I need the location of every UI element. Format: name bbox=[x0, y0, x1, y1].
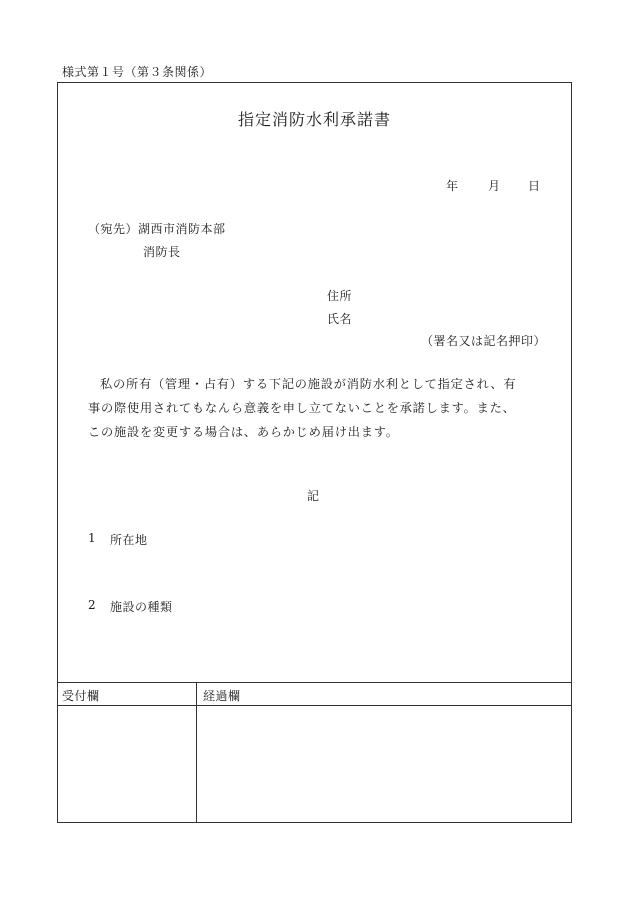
item-2-number: 2 bbox=[88, 598, 97, 612]
date-day-label: 日 bbox=[528, 179, 541, 193]
consent-paragraph bbox=[88, 372, 550, 444]
reception-cell[interactable] bbox=[58, 706, 195, 822]
address-label: 住所 bbox=[327, 289, 353, 303]
item-1-number: 1 bbox=[88, 531, 97, 545]
addressee-line-1: （宛先）湖西市消防本部 bbox=[88, 222, 226, 236]
record-heading: 記 bbox=[307, 489, 320, 503]
progress-column-header: 経過欄 bbox=[203, 689, 241, 703]
form-number-label: 様式第１号（第３条関係） bbox=[62, 65, 213, 79]
date-year-label: 年 bbox=[446, 179, 459, 193]
document-title: 指定消防水利承諾書 bbox=[237, 110, 391, 129]
reception-column-header: 受付欄 bbox=[62, 689, 100, 703]
seal-note: （署名又は記名押印） bbox=[421, 334, 547, 348]
consent-line-2: 事の際使用されてもなんら意義を申し立てないことを承諾します。また、 bbox=[88, 401, 516, 415]
name-label: 氏名 bbox=[327, 312, 353, 326]
item-2-label: 施設の種類 bbox=[110, 600, 173, 614]
addressee-line-2: 消防長 bbox=[143, 245, 181, 259]
date-month-label: 月 bbox=[488, 179, 501, 193]
item-1-label: 所在地 bbox=[110, 533, 148, 547]
progress-cell[interactable] bbox=[197, 706, 571, 822]
consent-line-1: 私の所有（管理・占有）する下記の施設が消防水利として指定され、有 bbox=[100, 377, 517, 391]
table-top-border bbox=[57, 682, 572, 683]
consent-line-3: この施設を変更する場合は、あらかじめ届け出ます。 bbox=[88, 425, 399, 439]
